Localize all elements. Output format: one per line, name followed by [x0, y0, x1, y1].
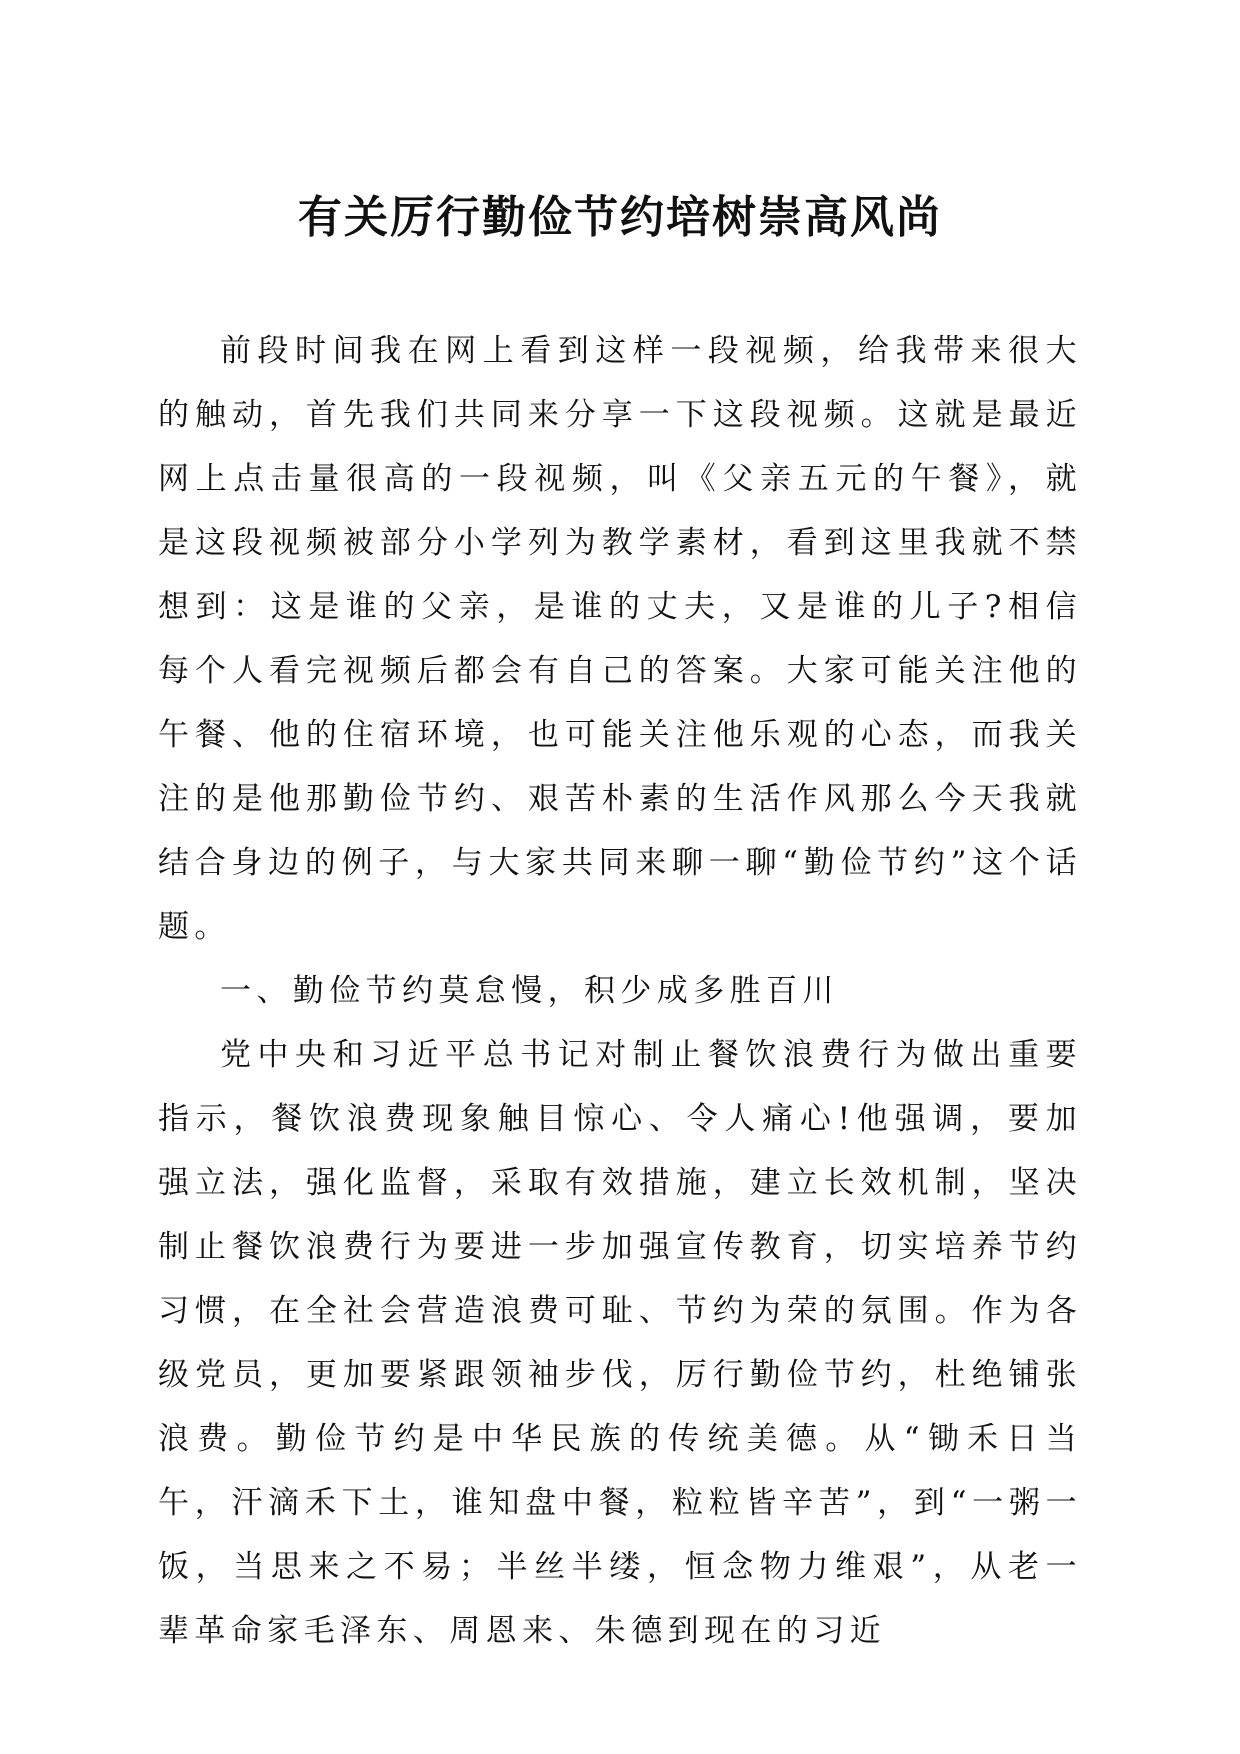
document-body	[158, 319, 1082, 1663]
paragraph-intro: 前段时间我在网上看到这样一段视频，给我带来很大的触动，首先我们共同来分享一下这段视频。这就是最近网上点击量很高的一段视频，叫《父亲五元的午餐》，就是这段视频被部分小学列为教学素材，看到这里我就不禁想到：这是谁的父亲，是谁的丈夫，又是谁的儿子?相信每个人看完视频后都会有自己的答案。大家可能关注他的午餐、他的住宿环境，也可能关注他乐观的心态，而我关注的是他那勤俭节约、艰苦朴素的生活作风那么今天我就结合身边的例子，与大家共同来聊一聊“勤俭节约”这个话题。	[158, 333, 1082, 945]
document-title: 有关厉行勤俭节约培树崇高风尚	[298, 192, 942, 243]
paragraph-section-1: 党中央和习近平总书记对制止餐饮浪费行为做出重要指示，餐饮浪费现象触目惊心、令人痛心!他强调，要加强立法，强化监督，采取有效措施，建立长效机制，坚决制止餐饮浪费行为要进一步加强宣传教育，切实培养节约习惯，在全社会营造浪费可耻、节约为荣的氛围。作为各级党员，更加要紧跟领袖步伐，厉行勤俭节约，杜绝铺张浪费。勤俭节约是中华民族的传统美德。从“锄禾日当午，汗滴禾下土，谁知盘中餐，粒粒皆辛苦”，到“一粥一饭，当思来之不易；半丝半缕，恒念物力维艰”，从老一辈革命家毛泽东、周恩来、朱德到现在的习近	[158, 1037, 1082, 1649]
section-heading-1: 一、勤俭节约莫怠慢，积少成多胜百川	[220, 973, 839, 1009]
